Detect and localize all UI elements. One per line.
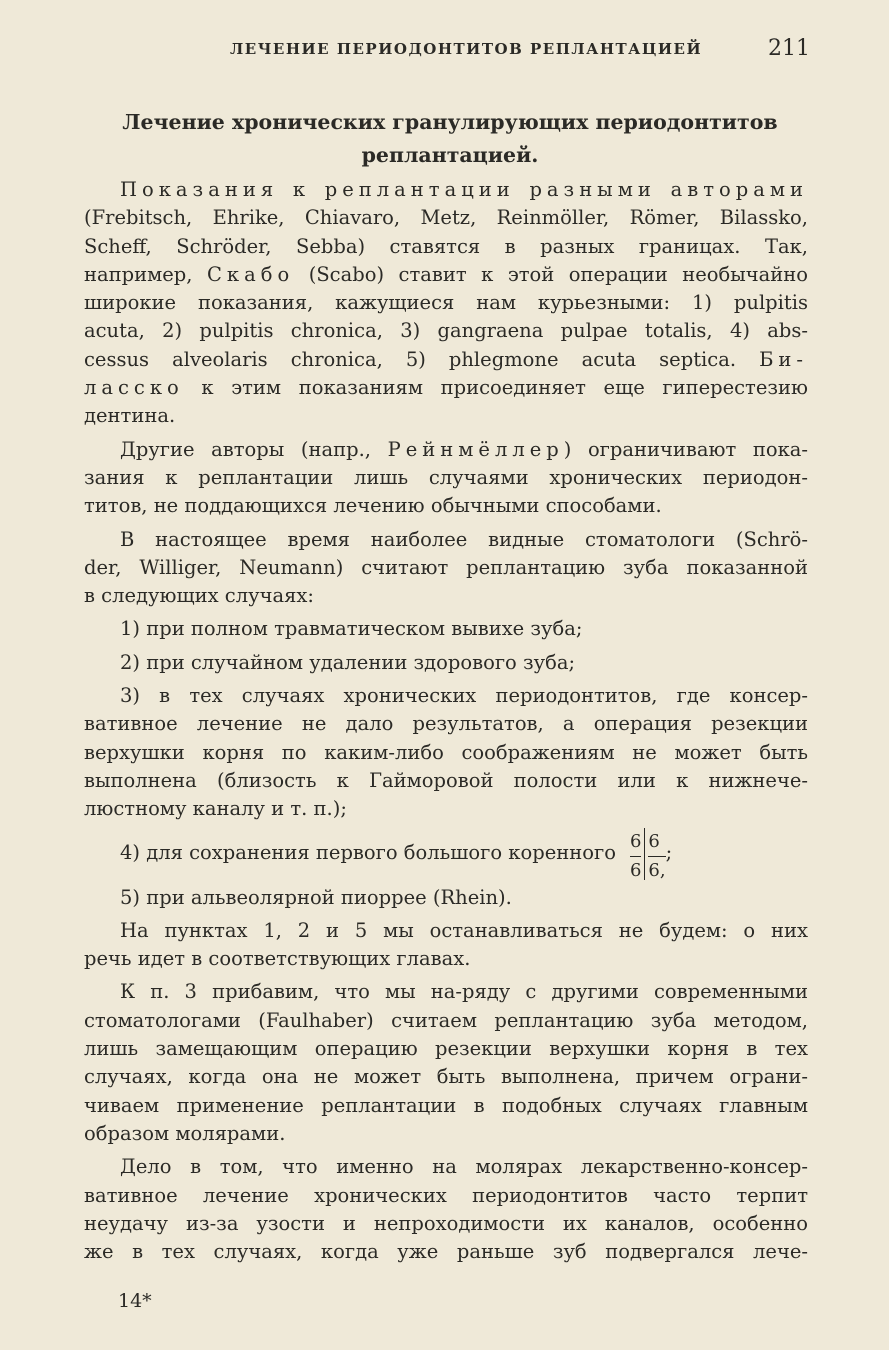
list-item-text: 4) для сохранения первого большого коренного bbox=[120, 841, 616, 865]
list-item bbox=[84, 824, 808, 884]
list-item: 3) в тех случаях хронических периодонтитов, где консер- bbox=[120, 684, 808, 708]
text-line: люстному каналу и т. п.); bbox=[84, 797, 347, 821]
text-line: выполнена (близость к Гайморовой полости или к нижнече- bbox=[84, 768, 808, 792]
text-line: вативное лечение не дало результатов, а операция резекции bbox=[84, 712, 808, 736]
text-line: лишь замещающим операцию резекции верхушки корня в тех bbox=[84, 1037, 808, 1061]
running-head: ЛЕЧЕНИЕ ПЕРИОДОНТИТОВ РЕПЛАНТАЦИЕЙ bbox=[230, 40, 703, 58]
section-title-line-1: Лечение хронических гранулирующих периодонтитов bbox=[122, 110, 778, 134]
text-line bbox=[84, 374, 808, 402]
tooth-formula-right bbox=[645, 828, 665, 880]
text-line: На пунктах 1, 2 и 5 мы останавливаться не будем: о них bbox=[120, 918, 808, 942]
text-line: acuta, 2) pulpitis chronica, 3) gangraena pulpae totalis, 4) abs- bbox=[84, 319, 808, 343]
text-line: случаях, когда она не может быть выполнена, причем ограни- bbox=[84, 1065, 808, 1089]
list-item: 1) при полном травматическом вывихе зуба; bbox=[120, 617, 583, 641]
text-line: вативное лечение хронических периодонтитов часто терпит bbox=[84, 1183, 808, 1207]
text-span: (Scabo) ставит к этой операции необычайно bbox=[294, 262, 808, 286]
tooth-lower-right: 6, bbox=[648, 859, 666, 881]
text-line: верхушки корня по каким-либо соображениям не может быть bbox=[84, 740, 808, 764]
tooth-upper-right: 6 bbox=[648, 828, 665, 857]
text-line: в следующих случаях: bbox=[84, 584, 314, 608]
text-line: титов, не поддающихся лечению обычными способами. bbox=[84, 494, 662, 518]
text-line: неудачу из-за узости и непроходимости их каналов, особенно bbox=[84, 1211, 808, 1235]
page-number: 211 bbox=[768, 36, 810, 61]
text-line: образом молярами. bbox=[84, 1121, 286, 1145]
text-span: к этим показаниям присоединяет еще гиперестезию bbox=[183, 376, 808, 400]
text-line: стоматологами (Faulhaber) считаем реплантацию зуба методом, bbox=[84, 1008, 808, 1032]
text-span: cessus alveolaris chronica, 5) phlegmone acuta septica. bbox=[84, 347, 760, 371]
text-line: der, Williger, Neumann) считают реплантацию зуба показанной bbox=[84, 555, 808, 579]
text-line: К п. 3 прибавим, что мы на-ряду с другими современными bbox=[120, 980, 808, 1004]
tooth-formula-left bbox=[630, 828, 645, 880]
list-item: 2) при случайном удалении здорового зуба; bbox=[120, 650, 576, 674]
author-name-spaced: Скабо bbox=[207, 262, 295, 286]
printer-signature: 14* bbox=[118, 1290, 152, 1312]
text-line: (Frebitsch, Ehrike, Chiavaro, Metz, Reinmöller, Römer, Bilassko, bbox=[84, 206, 808, 230]
section-title-line-2: реплантацией. bbox=[361, 143, 539, 167]
text-line: чиваем применение реплантации в подобных случаях главным bbox=[84, 1093, 808, 1117]
text-line: В настоящее время наиболее видные стоматологи (Schrö- bbox=[120, 527, 808, 551]
text-line bbox=[84, 346, 808, 374]
text-span: ) ограничивают пока- bbox=[563, 437, 808, 461]
tooth-formula bbox=[630, 828, 666, 880]
text-line: Scheff, Schröder, Sebba) ставятся в разных границах. Так, bbox=[84, 234, 808, 258]
author-name-spaced: Рейнмёллер bbox=[387, 437, 564, 461]
list-item-end: ; bbox=[665, 841, 673, 865]
list-item: 5) при альвеолярной пиоррее (Rhein). bbox=[120, 885, 512, 909]
text-line bbox=[84, 176, 808, 204]
text-line: речь идет в соответствующих главах. bbox=[84, 947, 471, 971]
section-title bbox=[100, 106, 800, 172]
text-line bbox=[84, 261, 808, 289]
spaced-text: Показания к реплантации разными авторами bbox=[120, 178, 808, 201]
text-line bbox=[84, 436, 808, 464]
text-line: Дело в том, что именно на молярах лекарственно-консер- bbox=[120, 1155, 808, 1179]
author-name-spaced: ласско bbox=[84, 376, 184, 400]
tooth-upper-left: 6 bbox=[630, 828, 641, 857]
text-span: Другие авторы (напр., bbox=[120, 437, 388, 461]
tooth-lower-left: 6 bbox=[629, 859, 642, 881]
text-line: широкие показания, кажущиеся нам курьезными: 1) pulpitis bbox=[84, 291, 808, 315]
text-span: например, bbox=[84, 262, 207, 286]
body-text bbox=[84, 176, 808, 1266]
author-name-spaced: Би- bbox=[759, 347, 808, 371]
text-line: же в тех случаях, когда уже раньше зуб подвергался лече- bbox=[84, 1240, 808, 1264]
text-line: зания к реплантации лишь случаями хронических периодон- bbox=[84, 465, 808, 489]
text-line: дентина. bbox=[84, 404, 176, 428]
